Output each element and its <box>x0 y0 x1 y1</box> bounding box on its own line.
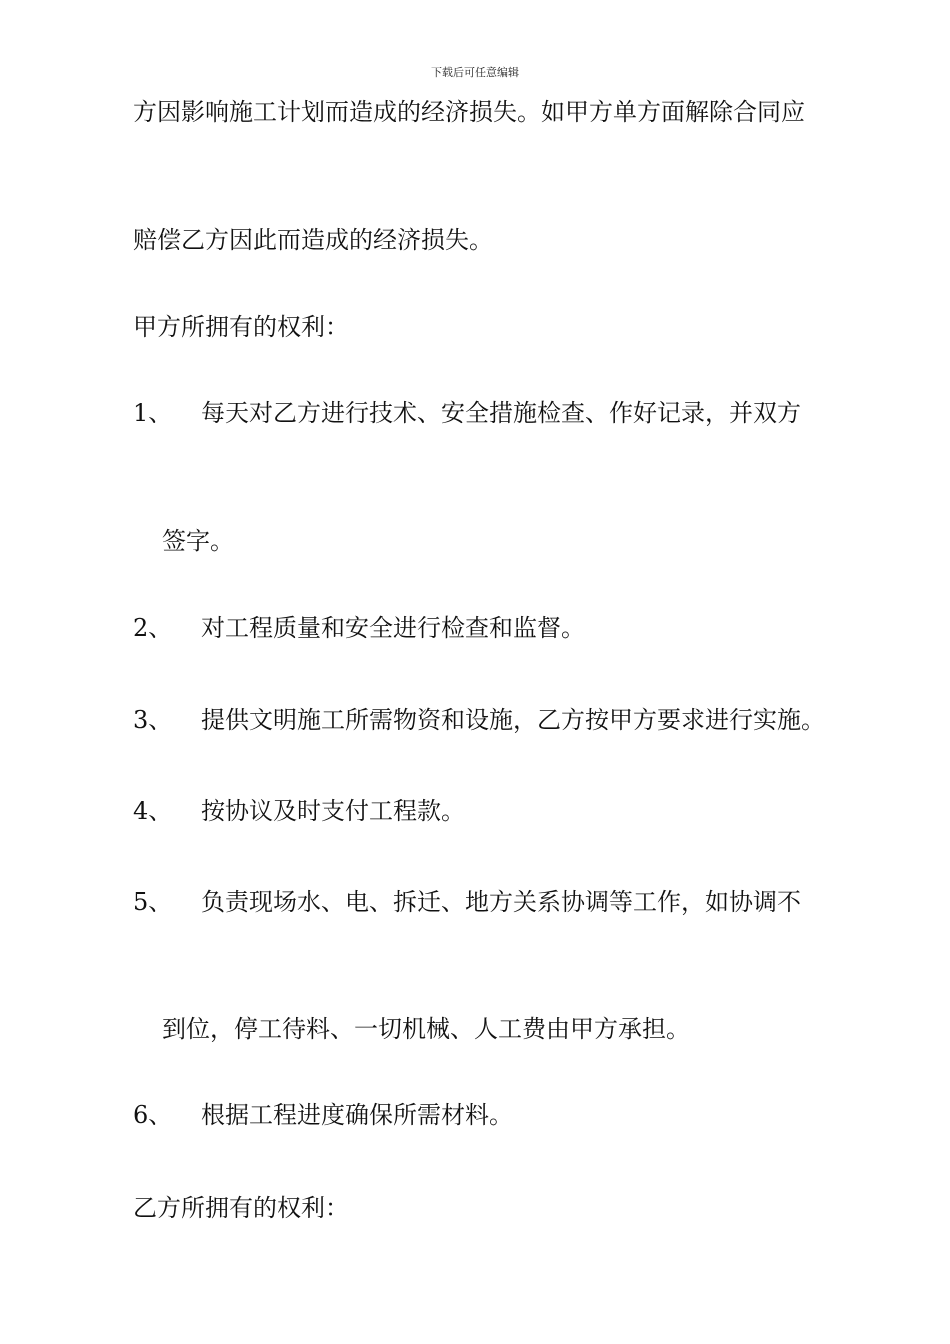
list-item <box>133 705 825 735</box>
party-b-rights-heading: 乙方所拥有的权利： <box>133 1194 349 1222</box>
list-item-text: 按协议及时支付工程款。 <box>201 797 465 825</box>
list-item <box>133 398 801 428</box>
list-item-number: 4、 <box>133 797 173 825</box>
list-item-text: 提供文明施工所需物资和设施，乙方按甲方要求进行实施。 <box>201 706 825 734</box>
list-item-number: 6、 <box>133 1101 173 1129</box>
list-item-text: 对工程质量和安全进行检查和监督。 <box>201 614 585 642</box>
list-item <box>133 1100 513 1130</box>
list-item-text: 根据工程进度确保所需材料。 <box>201 1101 513 1129</box>
list-item <box>133 796 465 826</box>
list-item-number: 2、 <box>133 614 173 642</box>
list-item-continuation: 到位，停工待料、一切机械、人工费由甲方承担。 <box>162 1015 690 1043</box>
list-item-text: 负责现场水、电、拆迁、地方关系协调等工作，如协调不 <box>201 888 801 916</box>
page-header: 下载后可任意编辑 <box>431 66 519 79</box>
list-item <box>133 613 585 643</box>
list-item-number: 3、 <box>133 706 173 734</box>
party-a-rights-heading: 甲方所拥有的权利： <box>133 313 349 341</box>
list-item-number: 5、 <box>133 888 173 916</box>
paragraph-line: 赔偿乙方因此而造成的经济损失。 <box>133 226 493 254</box>
list-item-continuation: 签字。 <box>162 527 234 555</box>
paragraph-line: 方因影响施工计划而造成的经济损失。如甲方单方面解除合同应 <box>133 98 805 126</box>
list-item-number: 1、 <box>133 399 173 427</box>
list-item <box>133 887 801 917</box>
list-item-text: 每天对乙方进行技术、安全措施检查、作好记录，并双方 <box>201 399 801 427</box>
